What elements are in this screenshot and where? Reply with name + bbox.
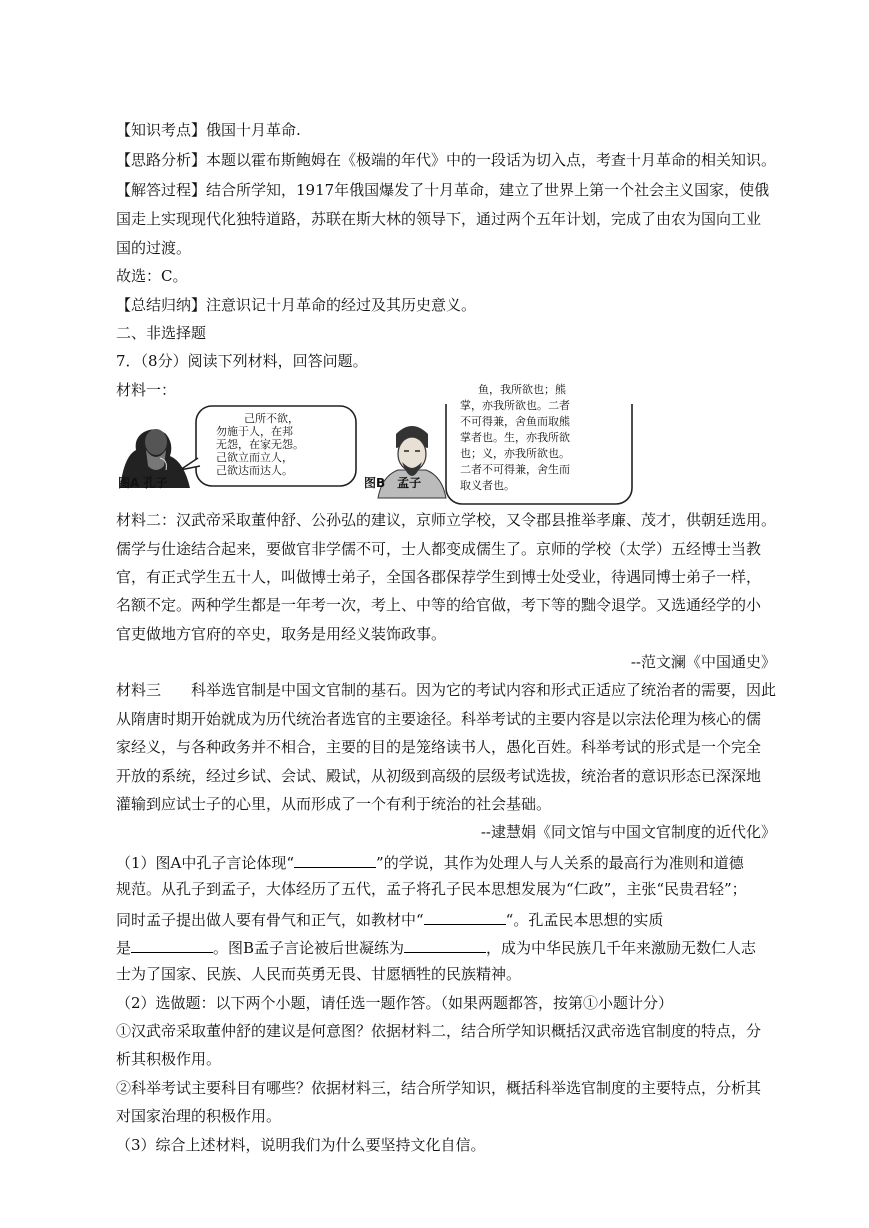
figure-b-caption: 图B 孟子 (364, 476, 422, 490)
material-1-label: 材料一： (116, 381, 177, 399)
question-1-text: （1）图A中孔子言论体现“ (116, 854, 295, 872)
bubble-a-line: 己所不欲， (244, 412, 299, 425)
knowledge-point-line: 【知识考点】俄国十月革命. (116, 121, 301, 139)
question-2-line-2: ①汉武帝采取董仲舒的建议是何意图？依据材料二，结合所学知识概括汉武帝选官制度的特点，分 (116, 1022, 762, 1040)
bubble-b-line: 掌，亦我所欲也。二者 (460, 399, 570, 412)
answer-process-line-2: 国走上实现现代化独特道路，苏联在斯大林的领导下，通过两个五年计划，完成了由农为国向工业 (116, 210, 762, 228)
material-3-line-4: 开放的系统，经过乡试、会试、殿试，从初级到高级的层级考试选拔，统治者的意识形态已深深地 (116, 767, 762, 785)
material-2-line-4: 名额不定。两种学生都是一年考一次，考上、中等的给官做，考下等的黜令退学。又选通经学的小 (116, 596, 762, 614)
question-2-line-1: （2）选做题：以下两个小题，请任选一题作答。（如果两题都答，按第①小题计分） (116, 994, 674, 1012)
bubble-b-line: 不可得兼，舍鱼而取熊 (460, 415, 570, 428)
material-2-line-5: 官吏做地方官府的卒史，取务是用经义装饰政事。 (116, 625, 447, 643)
material-3-line-5: 灌输到应试士子的心里，从而形成了一个有利于统治的社会基础。 (116, 795, 552, 813)
bubble-b-line: 二者不可得兼，舍生而 (460, 463, 570, 476)
question-1-text: ”的学说，其作为处理人与人关系的最高行为准则和道德 (376, 854, 744, 872)
bubble-a-text (216, 412, 348, 477)
question-1-text: ，成为中华民族几千年来激励无数仁人志 (486, 939, 757, 957)
question-3-line: （3）综合上述材料，说明我们为什么要坚持文化自信。 (116, 1136, 486, 1154)
material-2-line-1: 材料二：汉武帝采取董仲舒、公孙弘的建议，京师立学校，又令郡县推举孝廉、茂才，供朝廷选用。 (116, 511, 777, 529)
bubble-b-text (460, 382, 624, 494)
material-3-line-1: 材料三 科举选官制是中国文官制的基石。因为它的考试内容和形式正适应了统治者的需要，因此 (116, 681, 777, 699)
answer-blank-4[interactable] (404, 936, 486, 953)
question-2-line-5: 对国家治理的积极作用。 (116, 1107, 282, 1125)
answer-process-line-3: 国的过渡。 (116, 239, 192, 257)
bubble-a-line: 勿施于人，在邦 (216, 425, 293, 438)
bubble-b-line: 鱼，我所欲也；熊 (478, 383, 566, 396)
question-1-text: 同时孟子提出做人要有骨气和正气，如教材中“ (116, 911, 424, 929)
material-2-source: --范文澜《中国通史》 (630, 653, 776, 671)
bubble-a-line: 己欲立而立人， (216, 451, 293, 464)
question-1-line-2: 规范。从孔子到孟子，大体经历了五代，孟子将孔子民本思想发展为“仁政”，主张“民贵君轻”； (116, 880, 747, 898)
figure-a-caption: 图A 孔子 (118, 476, 168, 490)
answer-choice-line: 故选：C。 (116, 267, 188, 285)
question-1-line-4 (116, 936, 776, 956)
question-1-text: 是 (116, 939, 132, 957)
section-heading: 二、非选择题 (116, 324, 207, 342)
analysis-line: 【思路分析】本题以霍布斯鲍姆在《极端的年代》中的一段话为切入点，考查十月革命的相关知识。 (116, 151, 777, 169)
answer-blank-2[interactable] (424, 908, 506, 925)
question-2-line-4: ②科举考试主要科目有哪些？依据材料三，结合所学知识，概括科举选官制度的主要特点，分析其 (116, 1079, 762, 1097)
bubble-b-line: 也；义，亦我所欲也。 (460, 447, 570, 460)
material-3-line-2: 从隋唐时期开始就成为历代统治者选官的主要途径。科举考试的主要内容是以宗法伦理为核心的儒 (116, 710, 762, 728)
answer-blank-3[interactable] (131, 936, 213, 953)
bubble-b-line: 取义者也。 (460, 479, 515, 492)
question-7-title: 7．（8分）阅读下列材料，回答问题。 (116, 352, 368, 370)
summary-line: 【总结归纳】注意识记十月革命的经过及其历史意义。 (116, 296, 477, 314)
question-1-line-3 (116, 908, 776, 928)
material-3-source: --逮慧娟《同文馆与中国文官制度的近代化》 (480, 823, 776, 841)
answer-blank-1[interactable] (294, 851, 376, 868)
answer-process-line-1: 【解答过程】结合所学知，1917年俄国爆发了十月革命，建立了世界上第一个社会主义国家，使俄 (116, 181, 770, 199)
question-1-line-5: 士为了国家、民族、人民而英勇无畏、甘愿牺牲的民族精神。 (116, 965, 522, 983)
question-1-line-1 (116, 851, 776, 871)
question-2-line-3: 析其积极作用。 (116, 1050, 222, 1068)
material-2-line-2: 儒学与仕途结合起来，要做官非学儒不可，士人都变成儒生了。京师的学校（太学）五经博士当教 (116, 540, 762, 558)
bubble-a-line: 己欲达而达人。 (216, 464, 293, 477)
question-1-text: 。图B孟子言论被后世凝练为 (213, 939, 405, 957)
question-1-text: “。孔孟民本思想的实质 (505, 911, 664, 929)
bubble-b-line: 掌者也。生，亦我所欲 (460, 431, 570, 444)
bubble-a-line: 无怨，在家无怨。 (216, 438, 304, 451)
material-2-line-3: 官，有正式学生五十人，叫做博士弟子，全国各郡保荐学生到博士处受业，待遇同博士弟子一样， (116, 568, 762, 586)
material-3-line-3: 家经义，与各种政务并不相合，主要的目的是笼络读书人，愚化百姓。科举考试的形式是一个完全 (116, 738, 762, 756)
